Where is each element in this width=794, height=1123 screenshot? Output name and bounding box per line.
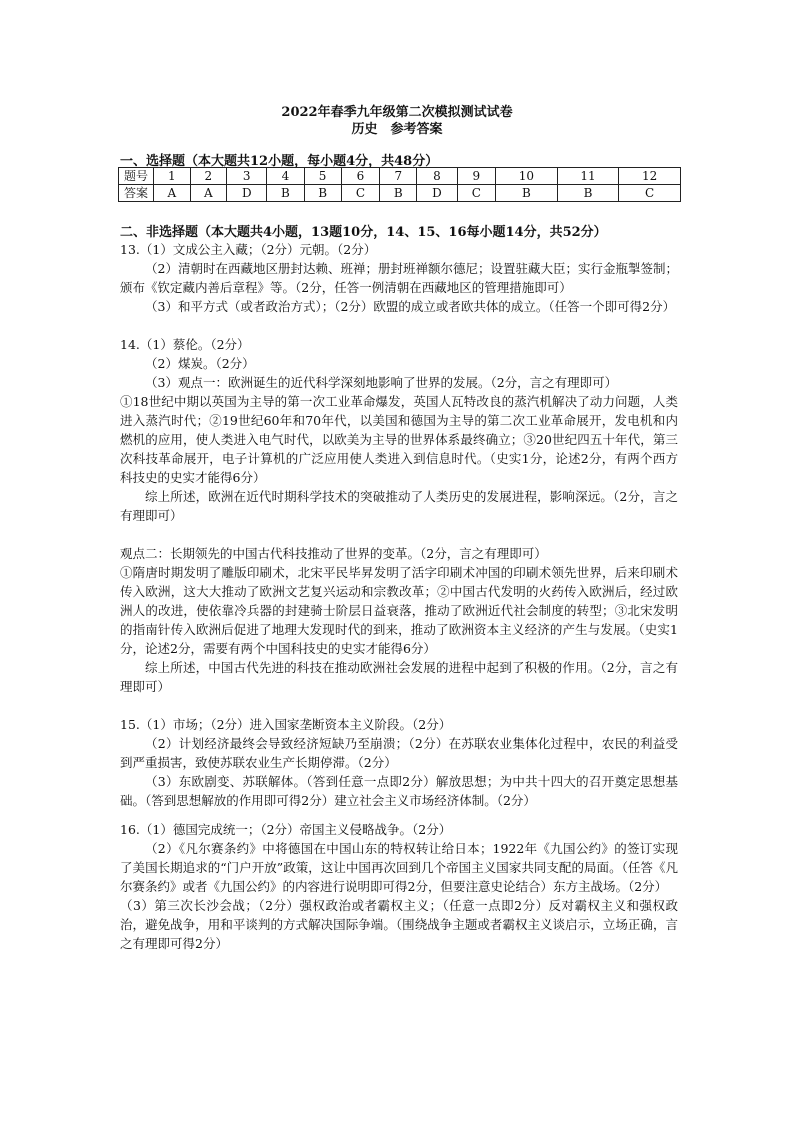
table-cell: 5 bbox=[304, 168, 341, 185]
q14-line1: 14.（1）蔡伦。（2分） bbox=[120, 337, 250, 352]
table-cell: 6 bbox=[341, 168, 380, 185]
q14-line2: （2）煤炭。（2分） bbox=[145, 356, 255, 371]
q14-line4: ①18世纪中期以英国为主导的第一次工业革命爆发，英国人瓦特改良的蒸汽机解决了动力问题，人类进入蒸汽时代；②19世纪60年和70年代，以美国和德国为主导的第二次工业革命展开，发电机和内燃机的应用，使人类进入电气时代，以欧美为主导的世界体系最终确立；③20世纪四五十年代，第三次科技革命展开，电子计算机的广泛应用使人类进入到信息时代。（史实1分，论述2分，有两个西方科技史的史实才能得6分） bbox=[120, 394, 678, 485]
table-cell: C bbox=[457, 185, 496, 202]
q15-line3: （3）东欧剧变、苏联解体。（答到任意一点即2分）解放思想；为中共十四大的召开奠定思想基础。（答到思想解放的作用即可得2分）建立社会主义市场经济体制。（2分） bbox=[120, 774, 678, 808]
table-cell: 8 bbox=[417, 168, 457, 185]
table-cell: 12 bbox=[619, 168, 681, 185]
q16-line1: 16.（1）德国完成统一；（2分）帝国主义侵略战争。（2分） bbox=[120, 822, 452, 837]
q13-line2: （2）清朝时在西藏地区册封达赖、班禅；册封班禅额尔德尼；设置驻藏大臣；实行金瓶掣签制；颁布《钦定藏内善后章程》等。（2分，任答一例清朝在西藏地区的管理措施即可） bbox=[120, 261, 678, 295]
q13-line3: （3）和平方式（或者政治方式）；（2分）欧盟的成立或者欧共体的成立。（任答一个即可得2分） bbox=[145, 299, 676, 314]
table-cell: C bbox=[619, 185, 681, 202]
section1-heading: 一、选择题（本大题共12小题，每小题4分，共48分） bbox=[120, 154, 439, 169]
table-cell: 3 bbox=[227, 168, 267, 185]
q16-line3: （3）第三次长沙会战；（2分）强权政治或者霸权主义；（任意一点即2分）反对霸权主义和强权政治，避免战争，用和平谈判的方式解决国际争端。（围绕战争主题或者霸权主义谈启示，立场正确，言之有理即可得2分） bbox=[120, 898, 678, 951]
section2-body bbox=[120, 240, 678, 953]
table-cell: D bbox=[417, 185, 457, 202]
table-cell: 10 bbox=[496, 168, 558, 185]
q15-line2: （2）计划经济最终会导致经济短缺乃至崩溃；（2分）在苏联农业集体化过程中，农民的利益受到严重损害，致使苏联农业生产长期停滞。（2分） bbox=[120, 736, 678, 770]
row-label-number: 题号 bbox=[119, 168, 154, 185]
q14-line8: 综上所述，中国古代先进的科技在推动欧洲社会发展的进程中起到了积极的作用。（2分，言之有理即可） bbox=[120, 660, 678, 694]
table-cell: C bbox=[341, 185, 380, 202]
table-cell: B bbox=[304, 185, 341, 202]
section2-heading: 二、非选择题（本大题共4小题，13题10分，14、15、16每小题14分，共52分） bbox=[120, 225, 607, 240]
table-cell: B bbox=[267, 185, 304, 202]
table-row-numbers bbox=[119, 168, 681, 185]
table-cell: A bbox=[154, 185, 191, 202]
table-cell: B bbox=[557, 185, 619, 202]
table-cell: 9 bbox=[457, 168, 496, 185]
table-cell: D bbox=[227, 185, 267, 202]
q14-line3: （3）观点一：欧洲诞生的近代科学深刻地影响了世界的发展。（2分，言之有理即可） bbox=[145, 375, 618, 390]
page-title: 2022年春季九年级第二次模拟测试试卷 bbox=[281, 105, 513, 120]
page-subtitle: 历史 参考答案 bbox=[351, 122, 443, 137]
table-cell: B bbox=[496, 185, 558, 202]
table-cell: 4 bbox=[267, 168, 304, 185]
q14-line6: 观点二：长期领先的中国古代科技推动了世界的变革。（2分，言之有理即可） bbox=[120, 546, 547, 561]
row-label-answer: 答案 bbox=[119, 185, 154, 202]
q13-line1: 13.（1）文成公主入藏；（2分）元朝。（2分） bbox=[120, 242, 377, 257]
table-cell: A bbox=[190, 185, 227, 202]
table-row-answers bbox=[119, 185, 681, 202]
table-cell: 2 bbox=[190, 168, 227, 185]
table-cell: 11 bbox=[557, 168, 619, 185]
q14-line5: 综上所述，欧洲在近代时期科学技术的突破推动了人类历史的发展进程，影响深远。（2分，言之有理即可） bbox=[120, 489, 678, 523]
table-cell: B bbox=[380, 185, 417, 202]
table-cell: 7 bbox=[380, 168, 417, 185]
table-cell: 1 bbox=[154, 168, 191, 185]
q16-line2: （2）《凡尔赛条约》中将德国在中国山东的特权转让给日本；1922年《九国公约》的签订实现了美国长期追求的“门户开放”政策，这让中国再次回到几个帝国主义国家共同支配的局面。（任答《凡尔赛条约》或者《九国公约》的内容进行说明即可得2分，但要注意史论结合）东方主战场。（2分） bbox=[120, 841, 678, 894]
answer-table bbox=[118, 167, 681, 202]
q14-line7: ①隋唐时期发明了雕版印刷术，北宋平民毕昇发明了活字印刷术冲国的印刷术领先世界，后来印刷术传入欧洲，这大大推动了欧洲文艺复兴运动和宗教改革；②中国古代发明的火药传入欧洲后，经过欧洲人的改进，使依靠冷兵器的封建骑士阶层日益衰落，推动了欧洲近代社会制度的转型；③北宋发明的指南针传入欧洲后促进了地理大发现时代的到来，推动了欧洲资本主义经济的产生与发展。（史实1分，论述2分，需要有两个中国科技史的史实才能得6分） bbox=[120, 565, 678, 656]
q15-line1: 15.（1）市场；（2分）进入国家垄断资本主义阶段。（2分） bbox=[120, 717, 452, 732]
